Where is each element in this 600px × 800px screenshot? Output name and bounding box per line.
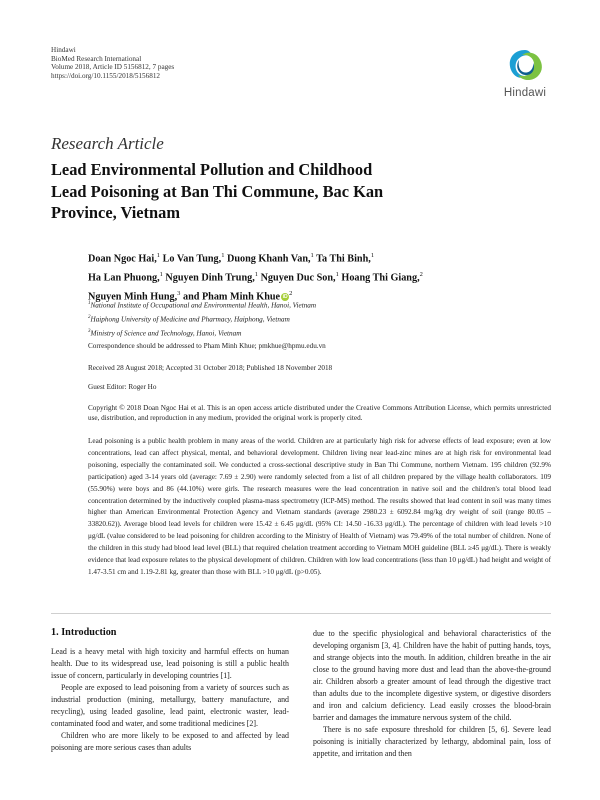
affiliations <box>88 298 316 341</box>
author-name[interactable]: Ha Lan Phuong, <box>88 272 160 284</box>
hindawi-logo <box>499 46 551 102</box>
author-affil-ref: 1 <box>221 252 225 259</box>
body-paragraph: People are exposed to lead poisoning from a variety of sources such as industrial production (mining, metallurgy, battery manufacture, and recycling), using leaded gasoline, lead paint, electronic waster, lead-contaminated food and water, and some traditional medicines [2]. <box>51 683 289 728</box>
journal-header <box>51 46 174 80</box>
author-affil-ref: 1 <box>310 252 314 259</box>
author-name[interactable]: Doan Ngoc Hai, <box>88 253 157 265</box>
abstract: Lead poisoning is a public health problem in many areas of the world. Children are at particularly high risk for adverse effects of lead exposure; even at low concentrations, lead can affect physical, mental, and behavioral development. Children living near lead-zinc mines are at high risk for environmental lead poisoning, especially the contaminated soil. We conducted a cross-sectional descriptive study in Ban Thi Commune, northern Vietnam. 195 children (92.9% participation) aged 3-14 years old (average: 7.69 ± 2.90) were randomly selected from a list of all children prepared by the village health collaborators. 109 (55.90%) were boys and 86 (44.10%) were girls. The research measures were the lead concentration in native soil and the children's total blood lead concentration determined by the inductively coupled plasma-mass spectrometry (ICP-MS) method. The results showed that lead content in soil was many times higher than American Environmental Protection Agency and Vietnam standards (average 2980.23 ± 6092.84 mg/kg dry weight of soil (range 80.05 – 33820.62)). Average blood lead levels for children were 15.42 ± 6.45 μg/dL (95% CI: 14.50 -16.33 μg/dL). The percentage of children with lead levels >10 μg/dL (value considered to be lead poisoning for children according to the Ministry of Health of Vietnam) was 79.49% of the total number of children. None of the children in this study had blood lead level (BLL) that required chelation treatment according to Vietnam MOH guideline (BLL ≥45 μg/dL). There is weakly evidence that lead exposure relates to the physical development of children. Children with low lead concentrations (less than 10 μg/dL) had height and weight of 1.47-3.51 cm and 1.19-2.81 kg, greater than those with BLL >10 μg/dL (p>0.05). <box>88 437 551 576</box>
affiliation-item <box>88 312 316 326</box>
author-affil-ref: 1 <box>335 270 339 278</box>
title-line: Province, Vietnam <box>51 203 180 222</box>
author-affil-ref: 1 <box>254 270 259 278</box>
author-line <box>88 248 508 267</box>
title-line: Lead Poisoning at Ban Thi Commune, Bac Kan <box>51 181 384 201</box>
divider <box>51 613 551 614</box>
doi-link[interactable]: https://doi.org/10.1155/2018/5156812 <box>51 71 161 80</box>
body-column-right <box>313 628 551 760</box>
author-name[interactable]: Ta Thi Binh, <box>316 253 371 265</box>
author-line <box>88 267 508 286</box>
author-affil-ref: 1 <box>370 252 375 259</box>
article-type: Research Article <box>51 134 164 153</box>
publisher-name: Hindawi <box>51 46 76 54</box>
correspondence: Correspondence should be addressed to Pham Minh Khue; pmkhue@hpmu.edu.vn <box>88 342 326 350</box>
guest-editor: Guest Editor: Roger Ho <box>88 383 157 391</box>
affiliation-number: 2 <box>88 315 91 321</box>
publication-dates: Received 28 August 2018; Accepted 31 October 2018; Published 18 November 2018 <box>88 364 333 372</box>
author-affil-ref: 3 <box>177 289 181 297</box>
article-title <box>51 159 471 224</box>
affiliation-item <box>88 298 316 312</box>
body-column-left <box>51 646 289 754</box>
copyright-notice: Copyright © 2018 Doan Ngoc Hai et al. This is an open access article distributed under the Creative Commons Attribution License, which permits unrestricted use, distribution, and reproduction in any medium, provided the original work is properly cited. <box>88 404 551 422</box>
body-paragraph: due to the specific physiological and behavioral characteristics of the developing organism [3, 4]. Children have the habit of putting hands, toys, and strange objects into the mouth. In addition, children breathe in the air close to the ground having more dust and lead than the above-the-ground air. Children absorb a greater amount of lead through the digestive tract than adults due to the incomplete digestive system, or digestive disorders and iron and calcium deficiency. Lead easily crosses the blood-brain barrier and damages the immature nervous system of the child. <box>313 629 551 722</box>
orcid-icon[interactable]: iD <box>282 294 288 301</box>
author-affil-ref: 2 <box>419 270 423 278</box>
author-affil-ref: 1 <box>156 252 161 259</box>
author-name[interactable]: Nguyen Minh Hung, <box>88 291 178 303</box>
affiliation-text: Ministry of Science and Technology, Hanoi, Vietnam <box>90 329 242 338</box>
hindawi-logo-icon <box>503 46 547 86</box>
author-affil-ref: 2 <box>289 289 293 297</box>
volume-info: Volume 2018, Article ID 5156812, 7 pages <box>51 63 175 72</box>
body-paragraph: Lead is a heavy metal with high toxicity and harmful effects on human health. Due to its widespread use, lead poisoning is still a public health issue of concern, particularly in developing countries [1]. <box>51 647 289 680</box>
affiliation-number: 3 <box>88 329 91 335</box>
affiliation-text: Haiphong University of Medicine and Pharmacy, Haiphong, Vietnam <box>90 315 290 324</box>
author-name[interactable]: Hoang Thi Giang, <box>341 272 420 284</box>
author-affil-ref: 1 <box>159 270 163 278</box>
body-paragraph: There is no safe exposure threshold for children [5, 6]. Severe lead poisoning is initially characterized by lethargy, abdominal pain, loss of appetite, and irritation and then <box>313 725 551 758</box>
author-name[interactable]: Nguyen Duc Son, <box>260 272 336 284</box>
author-name[interactable]: Lo Van Tung, <box>162 253 222 265</box>
journal-name: BioMed Research International <box>51 54 142 63</box>
title-line: Lead Environmental Pollution and Childhood <box>51 160 373 179</box>
section-heading: 1. Introduction <box>51 627 117 638</box>
author-list <box>88 248 508 305</box>
author-name[interactable]: Duong Khanh Van, <box>227 253 311 265</box>
body-paragraph: Children who are more likely to be exposed to and affected by lead poisoning are more serious cases than adults <box>51 731 289 752</box>
affiliation-number: 1 <box>88 301 91 306</box>
affiliation-text: National Institute of Occupational and Environmental Health, Hanoi, Vietnam <box>90 301 317 310</box>
author-name[interactable]: Nguyen Dinh Trung, <box>165 272 255 284</box>
affiliation-item <box>88 326 316 340</box>
author-name[interactable]: and Pham Minh Khue <box>182 291 281 303</box>
logo-text: Hindawi <box>503 87 547 99</box>
